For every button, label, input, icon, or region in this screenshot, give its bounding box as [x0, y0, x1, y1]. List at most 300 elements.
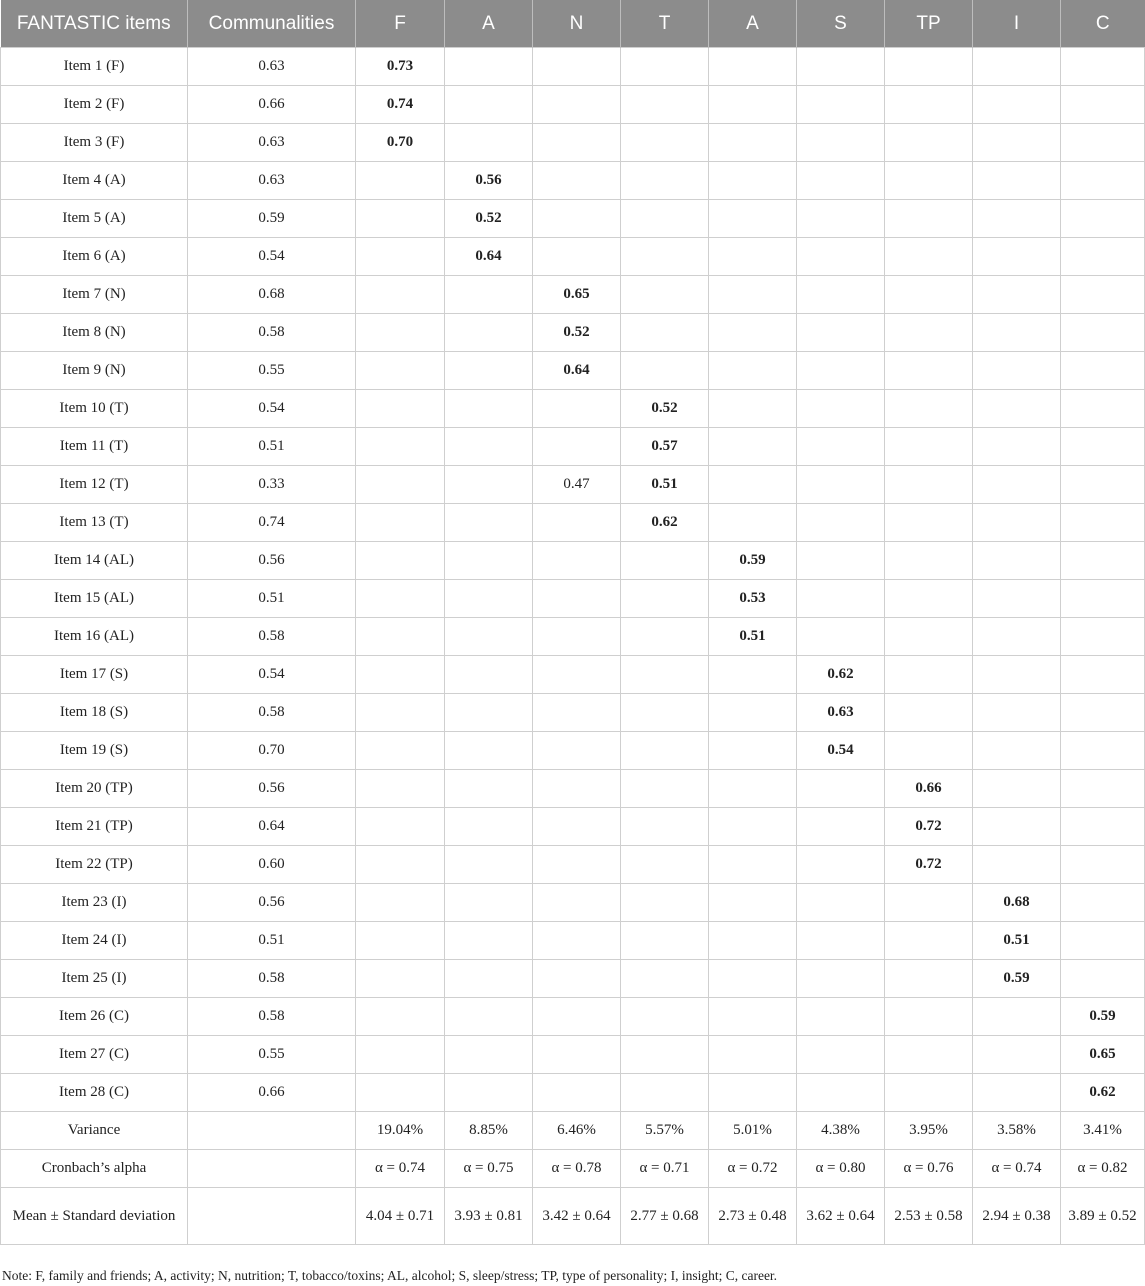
table-row: [1, 884, 1145, 922]
loading-cell: [621, 542, 709, 580]
row-label-cell: Item 25 (I): [1, 960, 188, 998]
table-row: [1, 1036, 1145, 1074]
loading-cell: [356, 390, 445, 428]
loading-cell: [445, 846, 533, 884]
loading-cell: [621, 770, 709, 808]
loading-cell: [445, 504, 533, 542]
row-label-cell: Item 24 (I): [1, 922, 188, 960]
communality-cell: 0.54: [188, 656, 356, 694]
communality-cell: 0.66: [188, 86, 356, 124]
loading-cell: [533, 960, 621, 998]
loading-cell: [1061, 656, 1145, 694]
loading-cell: [797, 276, 885, 314]
communality-cell: 0.63: [188, 162, 356, 200]
loading-cell: 8.85%: [445, 1112, 533, 1150]
loading-cell: [445, 48, 533, 86]
loading-cell: [445, 998, 533, 1036]
loading-cell: 0.66: [885, 770, 973, 808]
loading-cell: 0.65: [533, 276, 621, 314]
table-row: [1, 1150, 1145, 1188]
loading-cell: [621, 162, 709, 200]
loading-cell: [356, 352, 445, 390]
loading-cell: [797, 428, 885, 466]
header-factor-t: T: [621, 0, 709, 48]
loading-cell: 0.59: [709, 542, 797, 580]
loading-cell: 0.73: [356, 48, 445, 86]
loading-cell: [973, 1074, 1061, 1112]
loading-cell: [973, 314, 1061, 352]
loading-cell: [973, 846, 1061, 884]
loading-cell: 2.77 ± 0.68: [621, 1188, 709, 1245]
loading-cell: [973, 200, 1061, 238]
loading-cell: [973, 238, 1061, 276]
row-label-cell: Item 22 (TP): [1, 846, 188, 884]
table-row: [1, 1112, 1145, 1150]
loading-cell: [445, 390, 533, 428]
loading-cell: [621, 352, 709, 390]
loading-cell: [797, 846, 885, 884]
loading-cell: [1061, 808, 1145, 846]
loading-cell: [973, 352, 1061, 390]
loading-cell: α = 0.80: [797, 1150, 885, 1188]
loading-cell: [885, 390, 973, 428]
communality-cell: 0.63: [188, 48, 356, 86]
loading-cell: 3.62 ± 0.64: [797, 1188, 885, 1245]
loading-cell: [1061, 846, 1145, 884]
loading-cell: [621, 922, 709, 960]
row-label-cell: Item 14 (AL): [1, 542, 188, 580]
loading-cell: [356, 618, 445, 656]
loading-cell: [533, 770, 621, 808]
loading-cell: [445, 542, 533, 580]
row-label-cell: Item 1 (F): [1, 48, 188, 86]
loading-cell: [356, 998, 445, 1036]
loading-cell: [356, 808, 445, 846]
loading-cell: [621, 238, 709, 276]
loading-cell: α = 0.72: [709, 1150, 797, 1188]
loading-cell: [973, 1036, 1061, 1074]
loading-cell: [621, 998, 709, 1036]
table-row: [1, 846, 1145, 884]
loading-cell: [797, 314, 885, 352]
loading-cell: [709, 770, 797, 808]
loading-cell: α = 0.74: [356, 1150, 445, 1188]
row-label-cell: Variance: [1, 1112, 188, 1150]
table-row: [1, 922, 1145, 960]
loading-cell: [1061, 86, 1145, 124]
loading-cell: [885, 504, 973, 542]
loading-cell: [973, 580, 1061, 618]
loading-cell: [1061, 48, 1145, 86]
row-label-cell: Item 15 (AL): [1, 580, 188, 618]
loading-cell: [709, 884, 797, 922]
loading-cell: [709, 960, 797, 998]
loading-cell: 19.04%: [356, 1112, 445, 1150]
header-factor-a: A: [445, 0, 533, 48]
loading-cell: 0.64: [533, 352, 621, 390]
table-row: [1, 1074, 1145, 1112]
row-label-cell: Item 17 (S): [1, 656, 188, 694]
loading-cell: [973, 542, 1061, 580]
loading-cell: [1061, 504, 1145, 542]
loading-cell: [797, 542, 885, 580]
loading-cell: [885, 1036, 973, 1074]
loading-cell: [1061, 732, 1145, 770]
row-label-cell: Item 8 (N): [1, 314, 188, 352]
loading-cell: [356, 694, 445, 732]
loading-cell: [885, 580, 973, 618]
loading-cell: [709, 466, 797, 504]
table-row: [1, 960, 1145, 998]
loading-cell: 0.65: [1061, 1036, 1145, 1074]
header-factor-f: F: [356, 0, 445, 48]
loading-cell: [709, 352, 797, 390]
loading-cell: [445, 86, 533, 124]
loading-cell: [885, 732, 973, 770]
loading-cell: [356, 656, 445, 694]
loading-cell: [445, 580, 533, 618]
communality-cell: 0.54: [188, 390, 356, 428]
loading-cell: [709, 1074, 797, 1112]
loading-cell: [885, 694, 973, 732]
loading-cell: [1061, 238, 1145, 276]
loading-cell: [709, 656, 797, 694]
loading-cell: [445, 618, 533, 656]
loading-cell: [709, 86, 797, 124]
loading-cell: [1061, 428, 1145, 466]
loading-cell: α = 0.74: [973, 1150, 1061, 1188]
loading-cell: [533, 162, 621, 200]
table-row: [1, 314, 1145, 352]
loading-cell: [621, 124, 709, 162]
loading-cell: [621, 656, 709, 694]
communality-cell: 0.56: [188, 884, 356, 922]
row-label-cell: Item 26 (C): [1, 998, 188, 1036]
loading-cell: [356, 504, 445, 542]
loading-cell: [621, 732, 709, 770]
loading-cell: [709, 808, 797, 846]
loading-cell: [973, 618, 1061, 656]
table-row: [1, 390, 1145, 428]
loading-cell: [973, 732, 1061, 770]
table-row: [1, 200, 1145, 238]
table-note: Note: F, family and friends; A, activity; N, nutrition; T, tobacco/toxins; AL, alcohol; S, sleep/stress; TP, type of personality; I, insight; C, career.: [2, 1268, 778, 1283]
loading-cell: [1061, 542, 1145, 580]
loading-cell: [797, 1074, 885, 1112]
communality-cell: 0.68: [188, 276, 356, 314]
loading-cell: [885, 656, 973, 694]
loading-cell: 3.93 ± 0.81: [445, 1188, 533, 1245]
table-header-row: [1, 0, 1145, 48]
loading-cell: [621, 960, 709, 998]
loading-cell: [356, 162, 445, 200]
loading-cell: [885, 276, 973, 314]
communality-cell: 0.55: [188, 352, 356, 390]
loading-cell: [709, 732, 797, 770]
table-row: [1, 466, 1145, 504]
loading-cell: [709, 200, 797, 238]
loading-cell: [533, 656, 621, 694]
loading-cell: [973, 998, 1061, 1036]
loading-cell: α = 0.82: [1061, 1150, 1145, 1188]
loading-cell: 3.58%: [973, 1112, 1061, 1150]
loading-cell: [621, 276, 709, 314]
communality-cell: 0.51: [188, 428, 356, 466]
table-row: [1, 276, 1145, 314]
loading-cell: [356, 276, 445, 314]
loading-cell: [709, 238, 797, 276]
loading-cell: [797, 618, 885, 656]
loading-cell: [1061, 922, 1145, 960]
table-row: [1, 86, 1145, 124]
loading-cell: [885, 48, 973, 86]
loading-cell: 0.62: [797, 656, 885, 694]
row-label-cell: Item 4 (A): [1, 162, 188, 200]
loading-cell: α = 0.71: [621, 1150, 709, 1188]
loading-cell: [445, 808, 533, 846]
table-row: [1, 352, 1145, 390]
communality-cell: 0.60: [188, 846, 356, 884]
loading-cell: 0.56: [445, 162, 533, 200]
loading-cell: [885, 428, 973, 466]
communality-cell: [188, 1188, 356, 1245]
loading-cell: 3.41%: [1061, 1112, 1145, 1150]
communality-cell: 0.51: [188, 922, 356, 960]
loading-cell: [356, 542, 445, 580]
row-label-cell: Item 21 (TP): [1, 808, 188, 846]
row-label-cell: Item 6 (A): [1, 238, 188, 276]
communality-cell: 0.59: [188, 200, 356, 238]
communality-cell: 0.56: [188, 542, 356, 580]
table-row: [1, 998, 1145, 1036]
loading-cell: [1061, 960, 1145, 998]
loading-cell: [533, 238, 621, 276]
loading-cell: 0.51: [709, 618, 797, 656]
loading-cell: [1061, 466, 1145, 504]
loading-cell: [533, 1036, 621, 1074]
loading-cell: [356, 770, 445, 808]
loading-cell: 0.59: [973, 960, 1061, 998]
communality-cell: 0.58: [188, 314, 356, 352]
header-factor-n: N: [533, 0, 621, 48]
loading-cell: [709, 48, 797, 86]
row-label-cell: Item 5 (A): [1, 200, 188, 238]
loading-cell: [709, 390, 797, 428]
communality-cell: [188, 1112, 356, 1150]
loading-cell: 2.73 ± 0.48: [709, 1188, 797, 1245]
header-factor-i: I: [973, 0, 1061, 48]
table-row: [1, 656, 1145, 694]
loading-cell: [709, 1036, 797, 1074]
loading-cell: [533, 998, 621, 1036]
loading-cell: [973, 656, 1061, 694]
loading-cell: [445, 352, 533, 390]
loading-cell: 6.46%: [533, 1112, 621, 1150]
row-label-cell: Item 2 (F): [1, 86, 188, 124]
loading-cell: 0.51: [621, 466, 709, 504]
loading-cell: 0.53: [709, 580, 797, 618]
loading-cell: [709, 998, 797, 1036]
row-label-cell: Item 23 (I): [1, 884, 188, 922]
loading-cell: [973, 276, 1061, 314]
loading-cell: [885, 314, 973, 352]
loading-cell: α = 0.75: [445, 1150, 533, 1188]
communality-cell: 0.56: [188, 770, 356, 808]
loading-cell: [356, 732, 445, 770]
table-row: [1, 618, 1145, 656]
loading-cell: [797, 1036, 885, 1074]
loading-cell: 0.52: [621, 390, 709, 428]
loading-cell: [973, 428, 1061, 466]
loading-cell: [885, 466, 973, 504]
table-body: [1, 48, 1145, 1245]
loading-cell: α = 0.76: [885, 1150, 973, 1188]
loading-cell: [709, 276, 797, 314]
loading-cell: [973, 124, 1061, 162]
loading-cell: 0.62: [621, 504, 709, 542]
loading-cell: [621, 1074, 709, 1112]
row-label-cell: Item 11 (T): [1, 428, 188, 466]
loading-cell: 0.64: [445, 238, 533, 276]
loading-cell: [533, 48, 621, 86]
loading-cell: α = 0.78: [533, 1150, 621, 1188]
loading-cell: [973, 162, 1061, 200]
loading-cell: [885, 998, 973, 1036]
loading-cell: [885, 542, 973, 580]
loading-cell: 3.42 ± 0.64: [533, 1188, 621, 1245]
loading-cell: [445, 428, 533, 466]
loading-cell: 0.68: [973, 884, 1061, 922]
loading-cell: [1061, 200, 1145, 238]
loading-cell: [797, 200, 885, 238]
loading-cell: [709, 162, 797, 200]
loading-cell: 5.01%: [709, 1112, 797, 1150]
row-label-cell: Item 10 (T): [1, 390, 188, 428]
loading-cell: [356, 1036, 445, 1074]
row-label-cell: Item 20 (TP): [1, 770, 188, 808]
loading-cell: [356, 428, 445, 466]
loading-cell: [445, 694, 533, 732]
table-row: [1, 732, 1145, 770]
loading-cell: 2.53 ± 0.58: [885, 1188, 973, 1245]
loading-cell: [445, 1074, 533, 1112]
loading-cell: [797, 770, 885, 808]
loading-cell: [533, 428, 621, 466]
loading-cell: [533, 580, 621, 618]
loading-cell: [533, 124, 621, 162]
loading-cell: [445, 732, 533, 770]
loading-cell: [621, 694, 709, 732]
table-row: [1, 504, 1145, 542]
loading-cell: 0.70: [356, 124, 445, 162]
loading-cell: 3.95%: [885, 1112, 973, 1150]
loading-cell: [445, 466, 533, 504]
loading-cell: [445, 960, 533, 998]
communality-cell: 0.63: [188, 124, 356, 162]
loading-cell: [621, 618, 709, 656]
loading-cell: [973, 808, 1061, 846]
loading-cell: [797, 162, 885, 200]
loading-cell: [885, 884, 973, 922]
loading-cell: [621, 86, 709, 124]
loading-cell: [445, 656, 533, 694]
loading-cell: [885, 1074, 973, 1112]
loading-cell: 4.04 ± 0.71: [356, 1188, 445, 1245]
loading-cell: [356, 846, 445, 884]
loading-cell: [1061, 314, 1145, 352]
loading-cell: [797, 884, 885, 922]
loading-cell: 0.54: [797, 732, 885, 770]
header-communalities: Communalities: [188, 0, 356, 48]
loading-cell: [533, 694, 621, 732]
loading-cell: [709, 428, 797, 466]
loading-cell: [797, 86, 885, 124]
loading-cell: [1061, 124, 1145, 162]
loading-cell: [797, 124, 885, 162]
loading-cell: 0.47: [533, 466, 621, 504]
loading-cell: 0.62: [1061, 1074, 1145, 1112]
loading-cell: [533, 504, 621, 542]
header-factor-al: A: [709, 0, 797, 48]
loading-cell: [885, 124, 973, 162]
loading-cell: [797, 960, 885, 998]
loading-cell: [1061, 276, 1145, 314]
loading-cell: [533, 808, 621, 846]
loading-cell: [356, 884, 445, 922]
row-label-cell: Item 28 (C): [1, 1074, 188, 1112]
loading-cell: [621, 846, 709, 884]
loading-cell: [356, 200, 445, 238]
loading-cell: [973, 466, 1061, 504]
table-row: [1, 580, 1145, 618]
loading-cell: [1061, 770, 1145, 808]
loading-cell: [356, 314, 445, 352]
communality-cell: 0.74: [188, 504, 356, 542]
row-label-cell: Item 7 (N): [1, 276, 188, 314]
communality-cell: 0.33: [188, 466, 356, 504]
row-label-cell: Item 12 (T): [1, 466, 188, 504]
row-label-cell: Mean ± Standard deviation: [1, 1188, 188, 1245]
row-label-cell: Item 3 (F): [1, 124, 188, 162]
loading-cell: [797, 998, 885, 1036]
communality-cell: 0.54: [188, 238, 356, 276]
row-label-cell: Item 18 (S): [1, 694, 188, 732]
table-row: [1, 48, 1145, 86]
loading-cell: 0.72: [885, 808, 973, 846]
communality-cell: 0.51: [188, 580, 356, 618]
loading-cell: [973, 390, 1061, 428]
loading-cell: [533, 390, 621, 428]
table-row: [1, 162, 1145, 200]
row-label-cell: Cronbach’s alpha: [1, 1150, 188, 1188]
loading-cell: [533, 884, 621, 922]
loading-cell: [533, 732, 621, 770]
row-label-cell: Item 13 (T): [1, 504, 188, 542]
loading-cell: [797, 48, 885, 86]
loading-cell: [973, 694, 1061, 732]
loading-cell: [1061, 352, 1145, 390]
loading-cell: [445, 276, 533, 314]
loading-cell: [356, 1074, 445, 1112]
loading-cell: [621, 1036, 709, 1074]
loading-cell: [973, 770, 1061, 808]
loading-cell: [621, 314, 709, 352]
loading-cell: [885, 352, 973, 390]
loading-cell: [885, 162, 973, 200]
loading-cell: [356, 960, 445, 998]
header-factor-c: C: [1061, 0, 1145, 48]
loading-cell: [621, 200, 709, 238]
